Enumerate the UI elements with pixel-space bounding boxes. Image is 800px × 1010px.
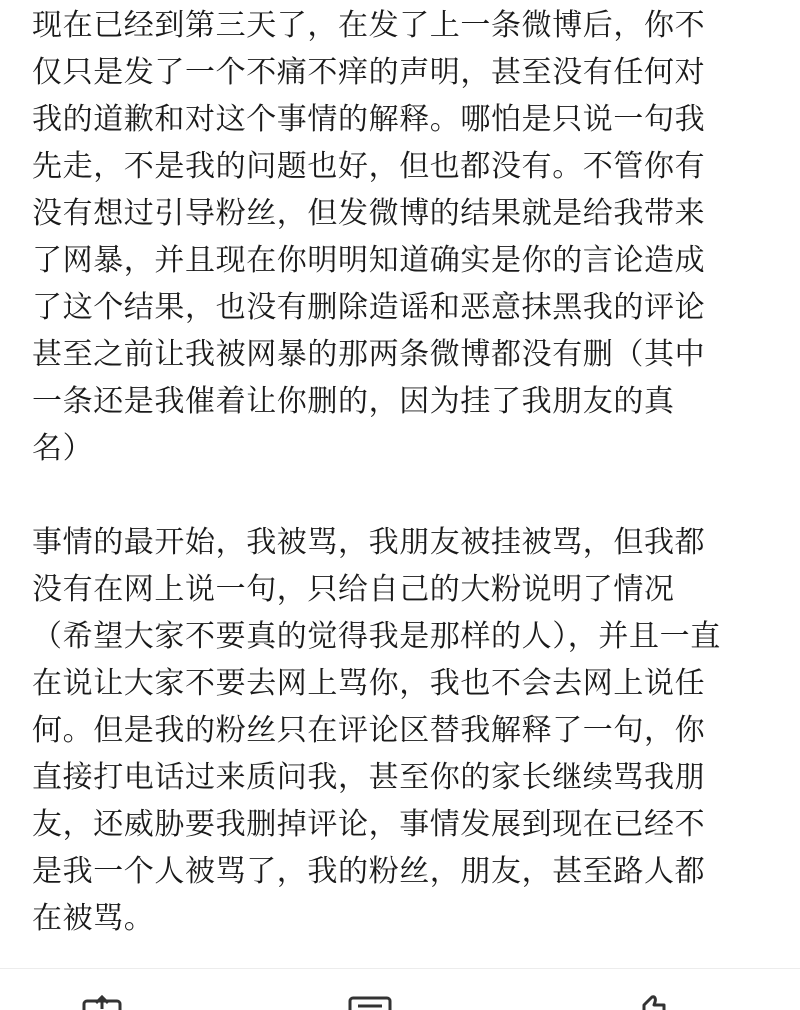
text-line: 我的道歉和对这个事情的解释。哪怕是只说一句我: [32, 102, 706, 137]
text-line: 没有想过引导粉丝，但发微博的结果就是给我带来: [32, 196, 706, 231]
post-paragraph-2: [32, 519, 772, 942]
text-line: （希望大家不要真的觉得我是那样的人），并且一直: [32, 619, 721, 654]
text-line: 仅只是发了一个不痛不痒的声明，甚至没有任何对: [32, 55, 706, 90]
text-line: 是我一个人被骂了，我的粉丝，朋友，甚至路人都: [32, 854, 706, 889]
text-line: 在说让大家不要去网上骂你，我也不会去网上说任: [32, 666, 706, 701]
text-line: 在被骂。: [32, 901, 155, 936]
post-body: [32, 0, 772, 942]
text-line: 没有在网上说一句，只给自己的大粉说明了情况: [32, 572, 675, 607]
text-line: 何。但是我的粉丝只在评论区替我解释了一句，你: [32, 713, 706, 748]
post-action-bar: [0, 969, 800, 1010]
post-paragraph-1: [32, 0, 772, 472]
text-line: 了这个结果，也没有删除造谣和恶意抹黑我的评论: [32, 290, 706, 325]
text-line: 先走，不是我的问题也好，但也都没有。不管你有: [32, 149, 706, 184]
text-line: 友，还威胁要我删掉评论，事情发展到现在已经不: [32, 807, 706, 842]
text-line: 直接打电话过来质问我，甚至你的家长继续骂我朋: [32, 760, 706, 795]
comment-icon[interactable]: [346, 995, 394, 1010]
text-line: 现在已经到第三天了，在发了上一条微博后，你不: [32, 8, 706, 43]
text-line: 了网暴，并且现在你明明知道确实是你的言论造成: [32, 243, 706, 278]
text-line: 名）: [32, 431, 94, 466]
text-line: 事情的最开始，我被骂，我朋友被挂被骂，但我都: [32, 525, 706, 560]
text-line: 甚至之前让我被网暴的那两条微博都没有删（其中: [32, 337, 706, 372]
like-icon[interactable]: [630, 995, 670, 1010]
text-line: 一条还是我催着让你删的，因为挂了我朋友的真: [32, 384, 675, 419]
share-icon[interactable]: [78, 995, 126, 1010]
